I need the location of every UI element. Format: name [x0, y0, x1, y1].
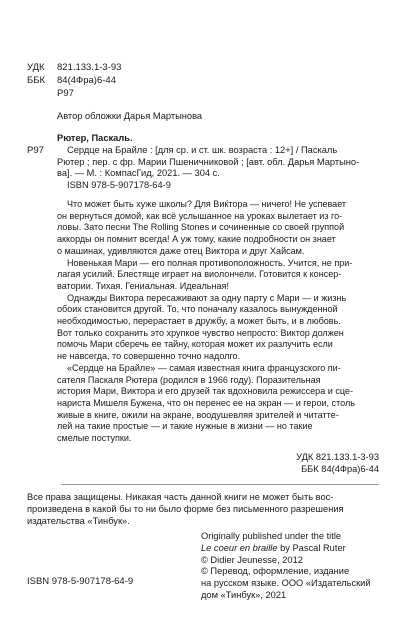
author-mark: Р97 — [57, 88, 74, 99]
annotation-line: Что может быть хуже школы? Для Виќтора — ничего! Не успевает — [67, 199, 347, 209]
annotation-line: необходимостью, перерастает в дружбу, а может быть, и в любовь. — [57, 316, 341, 327]
rights-line: издательства «Тинбук». — [27, 515, 130, 526]
annotation-line: Вот только сохранить это хрупкое чувство непросто: Виктор должен — [57, 327, 344, 338]
bottom-udk: УДК 821.133.1-3-93 — [296, 452, 379, 462]
annotation-line: живые в книге, ожили на экране, воодушевляя зрителей и читатте- — [57, 409, 339, 420]
annotation-line: «Сердце на Брайле» — самая известная книга французского пи- — [67, 362, 341, 373]
annotation-line: сателя Паскаля Рютера (родился в 1966 году). Поразительная — [57, 374, 321, 385]
cover-credit: Автор обложки Дарья Мартынова — [57, 111, 203, 121]
catalog-line: ва]. — М. : КомпасГид, 2021. — 304 с. — [57, 168, 220, 179]
imprint-line: © Перевод, оформление, издание — [201, 566, 350, 577]
annotation-line: история Мари, Виктора и его друзей так вдохновила режиссера и сце- — [57, 386, 353, 397]
udk-label: УДК — [27, 62, 45, 73]
catalog-mark: Р97 — [27, 145, 44, 156]
annotation-line: о машинах, удивляются даже отец Виктора и друг Хайсам. — [57, 245, 305, 256]
bottom-codes — [296, 452, 379, 476]
annotation — [57, 199, 379, 445]
rights-notice — [27, 492, 344, 527]
annotation-line: лей на такие простые — и такие нужные в жизни — но такие — [57, 421, 313, 432]
annotation-line: аккорды он помнит всегда! А уж тому, какие подробности он знает — [57, 234, 336, 245]
isbn-footer: ISBN 978-5-907178-64-9 — [27, 576, 134, 587]
imprint-line: на русском языке. ООО «Издательский — [201, 578, 371, 589]
annotation-line: смелые поступки. — [57, 433, 132, 444]
annotation-line: лагая усилий. Блестяще играет на виолончели. Готовится к консер- — [57, 269, 342, 280]
annotation-line: Новенькая Мари — его полная противоположность. Учится, не при- — [67, 257, 353, 268]
annotation-line: не навсегда, то совершенно точно надолго. — [57, 351, 241, 362]
bbk-value: 84(4Фра)6-44 — [57, 75, 116, 86]
annotation-line: он вернуться домой, как всё услышанное на уроках вылетает из го- — [57, 210, 343, 221]
annotation-line: помочь Мари сберечь ее тайну, которая может их разлучить если — [57, 339, 333, 350]
isbn-line: ISBN 978-5-907178-64-9 — [67, 180, 171, 191]
annotation-line: ловы. Зато песни The Rolling Stones и сочиненные со своей группой — [57, 222, 345, 233]
author-heading: Рютер, Паскаль. — [57, 133, 133, 143]
annotation-line: ватории. Тихая. Гениальная. Идеальная! — [57, 280, 229, 291]
bottom-bbk: ББК 84(4Фра)6-44 — [301, 463, 379, 474]
catalog-line: Рютер ; пер. с фр. Марии Пшеничниковой ; [авт. обл. Дарья Мартыно- — [57, 156, 360, 167]
imprint-line: © Didier Jeunesse, 2012 — [201, 554, 303, 565]
udk-value: 821.133.1-3-93 — [57, 62, 122, 73]
annotation-line: обоих становится другой. То, что поначалу казалось вынужденной — [57, 304, 338, 315]
bbk-label: ББК — [27, 75, 46, 86]
imprint-title-line — [201, 543, 371, 555]
original-author: by Pascal Ruter — [277, 542, 346, 553]
imprint-block — [201, 531, 371, 602]
rights-line: Все права защищены. Никакая часть данной книги не может быть вос- — [27, 492, 334, 502]
catalog-line: Сердце на Брайле : [для ср. и ст. шк. возраста : 12+] / Паскаль — [67, 144, 338, 155]
annotation-line: нариста Мишеля Бужена, что он перенес ее на экран — и герои, столь — [57, 397, 355, 408]
catalog-entry — [57, 133, 359, 192]
divider-rule — [61, 484, 379, 485]
original-title: Le coeur en braille — [201, 542, 278, 553]
imprint-line: дом «Тинбук», 2021 — [201, 589, 287, 600]
rights-line: произведена в какой бы то ни было форме без письменного разрешения — [27, 503, 344, 514]
imprint-line: Originally published under the title — [201, 531, 342, 541]
annotation-line: Однажды Виктора пересаживают за одну парту с Мари — и жизнь — [67, 292, 347, 303]
